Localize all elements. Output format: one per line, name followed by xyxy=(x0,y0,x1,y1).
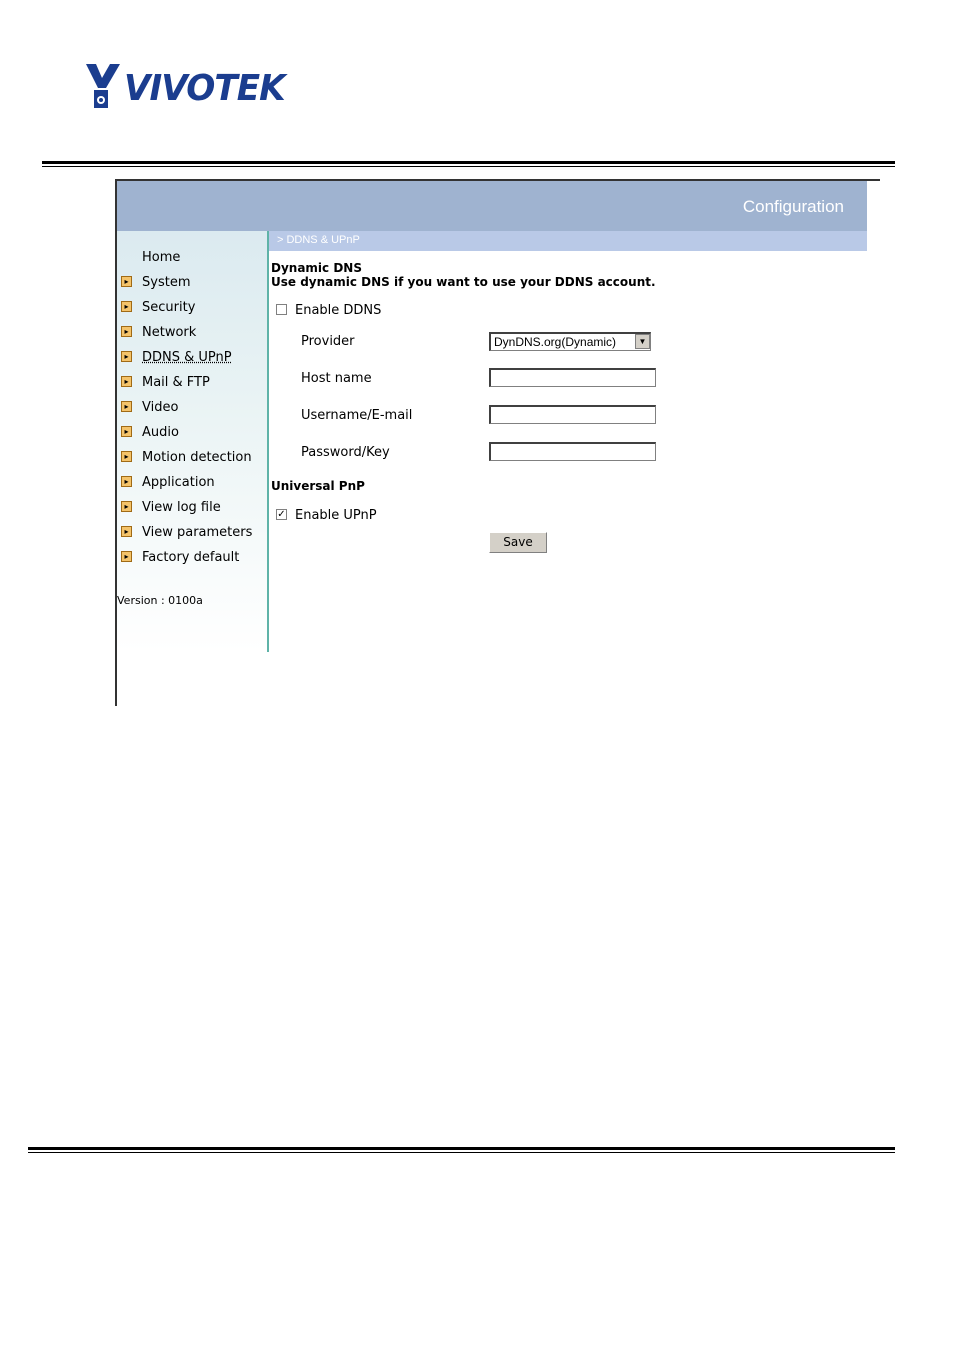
sidebar-item-mail-ftp[interactable] xyxy=(117,375,252,400)
sidebar-item-label: Application xyxy=(142,475,215,490)
sidebar-item-factory-default[interactable] xyxy=(117,550,252,575)
ddns-section-title: Dynamic DNS xyxy=(271,261,362,275)
sidebar-item-label: View parameters xyxy=(142,525,253,540)
sidebar-item-audio[interactable] xyxy=(117,425,252,450)
ddns-description: Use dynamic DNS if you want to use your DDNS account. xyxy=(271,275,656,289)
sidebar-item-application[interactable] xyxy=(117,475,252,500)
password-input[interactable] xyxy=(489,442,656,461)
sidebar-item-label: Motion detection xyxy=(142,450,252,465)
arrow-right-icon: ▸ xyxy=(121,326,132,337)
provider-selected-value: DynDNS.org(Dynamic) xyxy=(494,335,617,349)
sidebar-item-ddns-upnp[interactable] xyxy=(117,350,252,375)
arrow-right-icon: ▸ xyxy=(121,526,132,537)
arrow-right-icon: ▸ xyxy=(121,501,132,512)
provider-select[interactable] xyxy=(489,332,651,351)
arrow-right-icon: ▸ xyxy=(121,401,132,412)
config-header xyxy=(117,181,867,231)
sidebar-item-label: Network xyxy=(142,325,197,340)
sidebar-item-view-parameters[interactable] xyxy=(117,525,252,550)
logo-text: VIVOTEK xyxy=(124,68,285,109)
sidebar-item-label: View log file xyxy=(142,500,221,515)
version-text: Version : 0100a xyxy=(117,594,203,607)
sidebar-item-system[interactable] xyxy=(117,275,252,300)
sidebar-item-label: Security xyxy=(142,300,196,315)
arrow-right-icon: ▸ xyxy=(121,351,132,362)
logo-mark-icon xyxy=(84,62,124,112)
upnp-section-title: Universal PnP xyxy=(271,479,365,493)
arrow-right-icon: ▸ xyxy=(121,551,132,562)
bottom-divider xyxy=(28,1147,895,1153)
username-input[interactable] xyxy=(489,405,656,424)
arrow-right-icon: ▸ xyxy=(121,426,132,437)
chevron-down-icon: ▼ xyxy=(635,334,650,349)
sidebar-item-label: Mail & FTP xyxy=(142,375,210,390)
header-title: Configuration xyxy=(742,197,844,216)
sidebar-item-motion-detection[interactable] xyxy=(117,450,252,475)
arrow-right-icon: ▸ xyxy=(121,451,132,462)
sidebar-item-security[interactable] xyxy=(117,300,252,325)
sidebar-item-label: Factory default xyxy=(142,550,240,565)
enable-upnp-label: Enable UPnP xyxy=(295,508,377,523)
hostname-input[interactable] xyxy=(489,368,656,387)
arrow-right-icon: ▸ xyxy=(121,476,132,487)
sidebar-item-view-log-file[interactable] xyxy=(117,500,252,525)
enable-ddns-checkbox[interactable] xyxy=(276,304,287,315)
enable-ddns-label: Enable DDNS xyxy=(295,303,382,318)
sidebar-item-label: DDNS & UPnP xyxy=(142,350,232,365)
vivotek-logo xyxy=(84,62,294,112)
arrow-right-icon: ▸ xyxy=(121,301,132,312)
breadcrumb: > DDNS & UPnP xyxy=(277,234,360,246)
breadcrumb-bar xyxy=(269,231,867,251)
username-label: Username/E-mail xyxy=(301,408,413,423)
sidebar-item-label: Video xyxy=(142,400,179,415)
provider-label: Provider xyxy=(301,334,355,349)
password-label: Password/Key xyxy=(301,445,390,460)
enable-upnp-checkbox[interactable]: ✓ xyxy=(277,509,286,520)
sidebar-item-network[interactable] xyxy=(117,325,252,350)
save-button[interactable]: Save xyxy=(489,532,547,553)
sidebar-item-home[interactable]: Home xyxy=(142,250,181,265)
sidebar-item-label: System xyxy=(142,275,191,290)
sidebar-item-label: Audio xyxy=(142,425,179,440)
sidebar-nav xyxy=(117,275,252,575)
hostname-label: Host name xyxy=(301,371,372,386)
sidebar xyxy=(117,231,269,652)
sidebar-item-video[interactable] xyxy=(117,400,252,425)
top-divider xyxy=(42,161,895,167)
arrow-right-icon: ▸ xyxy=(121,276,132,287)
arrow-right-icon: ▸ xyxy=(121,376,132,387)
